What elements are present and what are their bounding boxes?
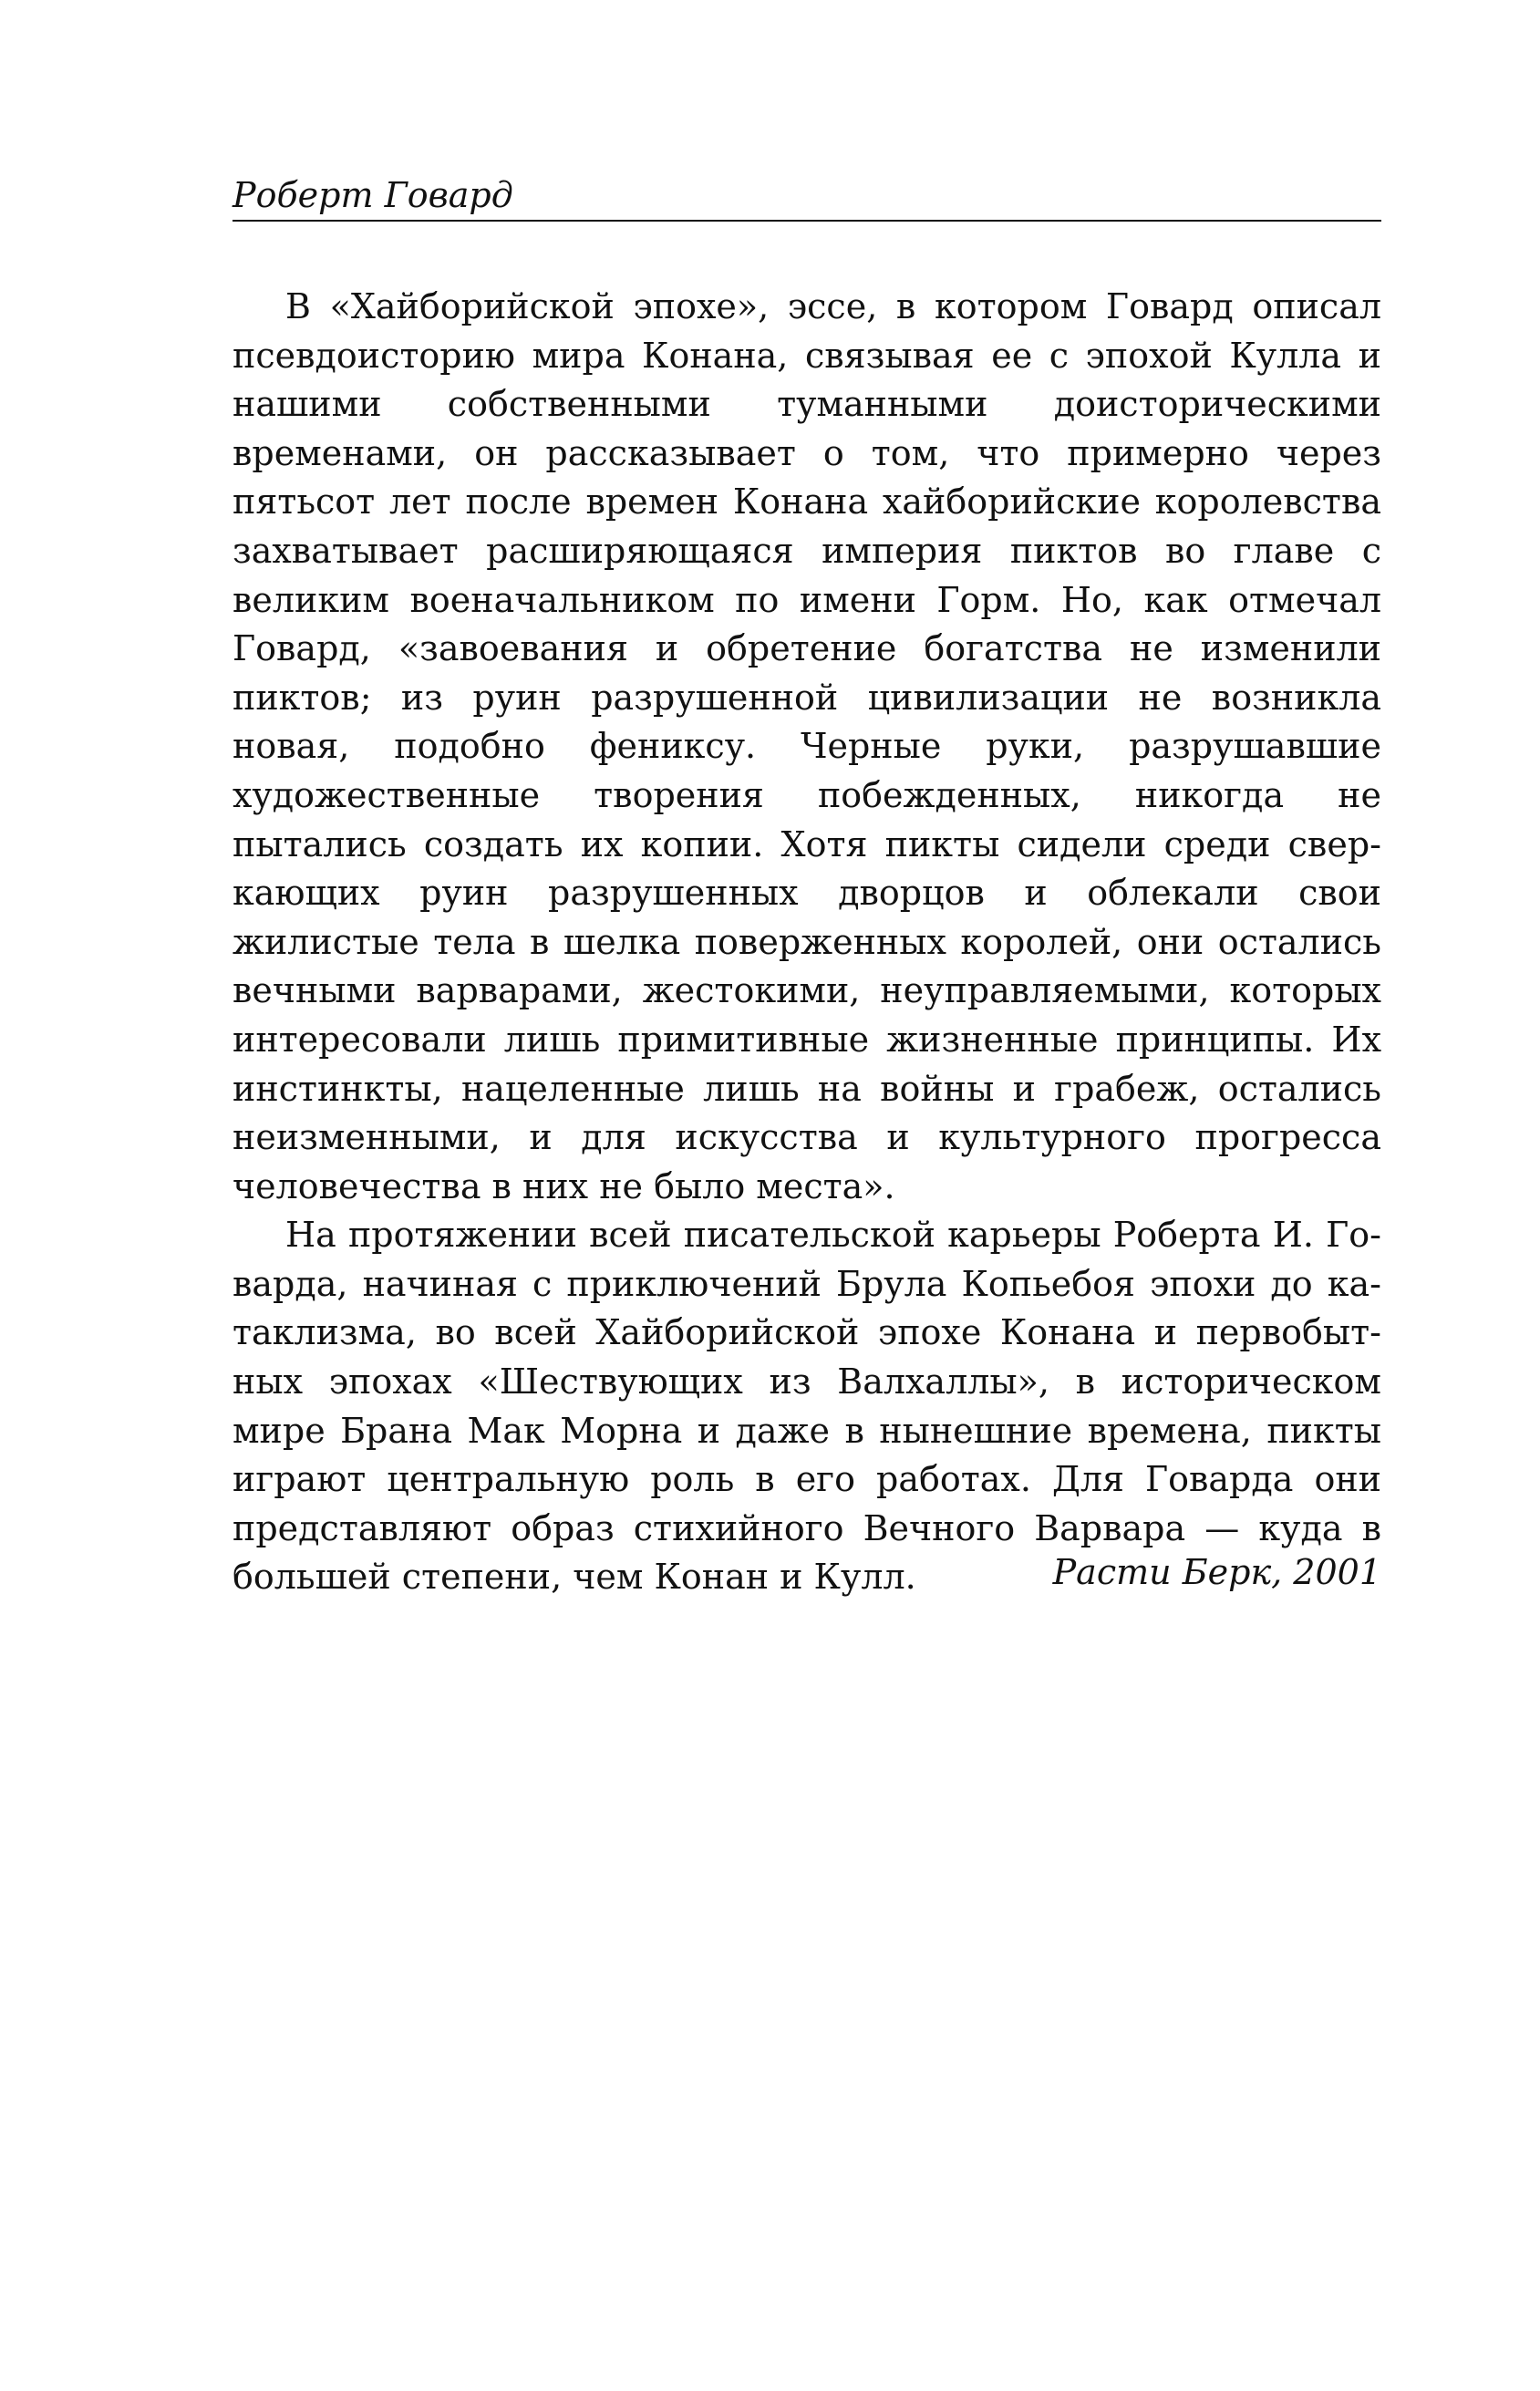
paragraph-1: В «Хайборийской эпохе», эссе, в котором Говард описал псевдоисторию мира Конана, связывая ее с эпохой Кулла и нашими собственными туманными доисторическими временами, он рассказывает о том, что примерно через пятьсот лет после времен Конана хайборийские королевства захватывает расширяющаяся империя пиктов во главе с великим военачальником по имени Горм. Но, как отмечал Говард, «завоевания и обретение богатства не изменили пиктов; из руин разрушенной цивилизации не возникла новая, подобно фениксу. Черные руки, разрушавшие художественные творения побежденных, никогда не пытались создать их копии. Хотя пикты сидели среди сверкающих руин разрушенных дворцов и облекали свои жилистые тела в шелка поверженных королей, они остались вечными варварами, жестокими, неуправляемыми, которых интересовали лишь примитивные жизненные принципы. Их инстинкты, нацеленные лишь на войны и грабеж, остались неизменными, и для искусства и культурного прогресса человечества в них не было места». (233, 286, 1381, 1206)
running-head (233, 170, 1381, 222)
body-text (233, 283, 1381, 1602)
signature: Расти Берк, 2001 (1052, 1552, 1381, 1592)
running-head-author: Роберт Говард (233, 175, 513, 215)
paragraph-2: На протяжении всей писательской карьеры Роберта И. Говарда, начиная с приключений Брула Копьебоя эпохи до катаклизма, во всей Хайборийской эпохе Конана и первобытных эпохах «Шествующих из Валхаллы», в историческом мире Брана Мак Морна и даже в нынешние времена, пикты играют центральную роль в его работах. Для Говарда они представляют образ стихийного Вечного Варвара — куда в большей степени, чем Конан и Кулл. (233, 1215, 1381, 1598)
